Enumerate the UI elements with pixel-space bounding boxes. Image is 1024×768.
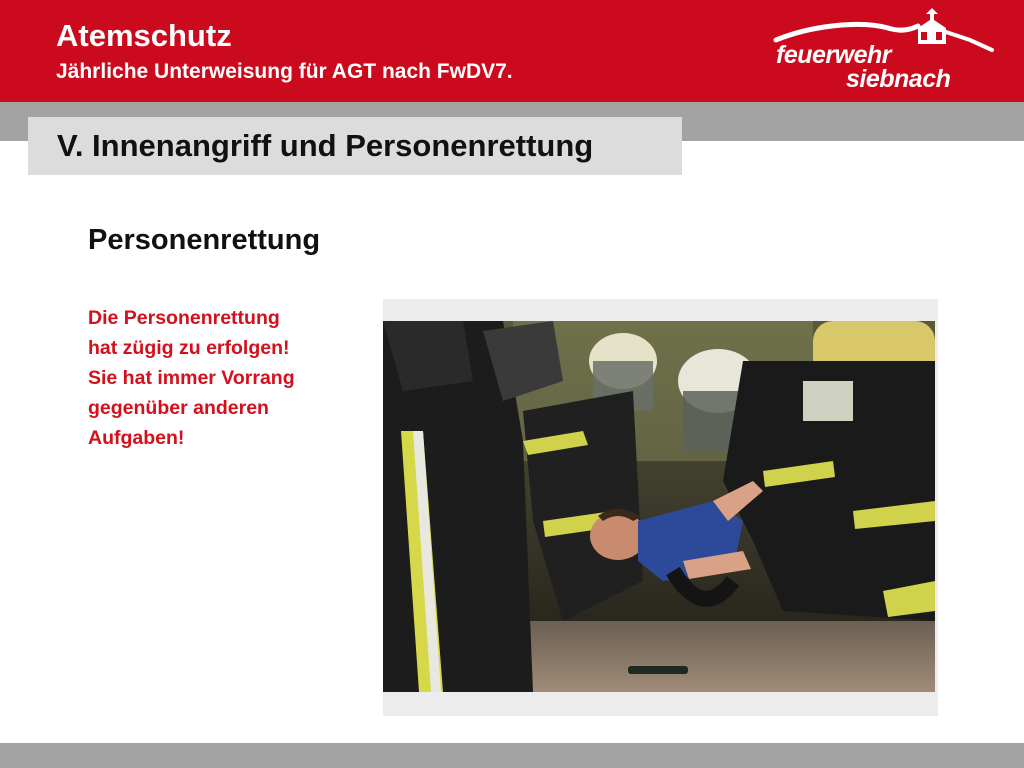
body-line: Sie hat immer Vorrang (88, 367, 295, 389)
topic-heading: Personenrettung (88, 224, 321, 256)
topic-body-text (88, 303, 378, 453)
body-line: Aufgaben! (88, 427, 185, 449)
photo-frame (383, 299, 938, 716)
header-bar (0, 0, 1024, 102)
header-subtitle: Jährliche Unterweisung für AGT nach FwDV7. (56, 60, 513, 83)
footer-bar (0, 743, 1024, 768)
logo-text-line1: feuerwehr (776, 41, 891, 69)
logo-text-line2: siebnach (846, 65, 951, 93)
feuerwehr-logo (770, 6, 1000, 96)
body-line: hat zügig zu erfolgen! (88, 337, 290, 359)
header-title: Atemschutz (56, 18, 232, 53)
body-line: Die Personenrettung (88, 307, 280, 329)
section-title-box (28, 117, 682, 175)
rescue-photo (383, 321, 935, 692)
body-line: gegenüber anderen (88, 397, 269, 419)
section-title: V. Innenangriff und Personenrettung (57, 128, 594, 163)
